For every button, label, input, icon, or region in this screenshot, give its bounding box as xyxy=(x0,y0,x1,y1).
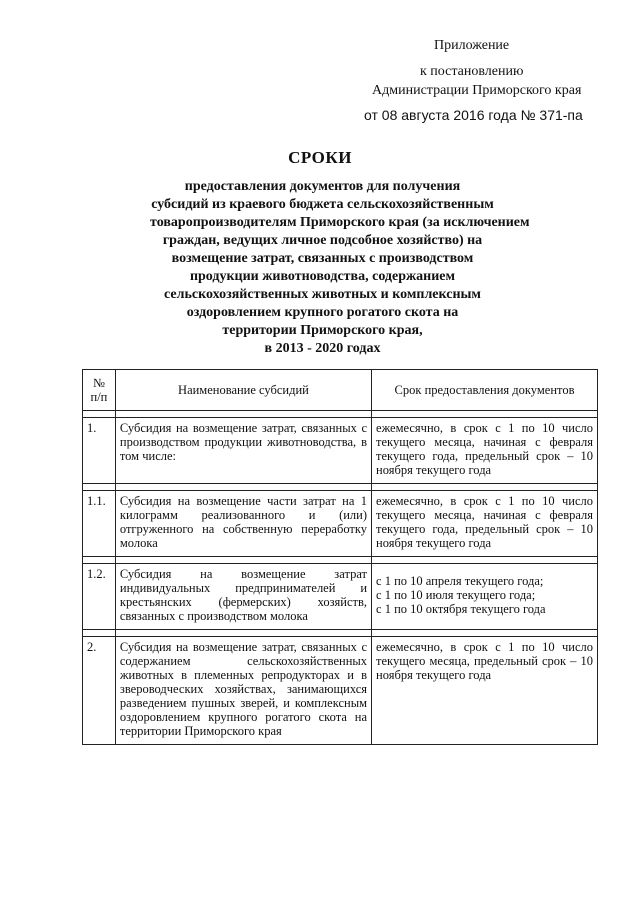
row-name: Субсидия на возмещение затрат, связанных с содержанием сельскохозяйственных животных в племенных репродукторах и в звероводческих хозяйствах, занимающихся разведением пушных зверей, и комплексным оздоровлением крупного рогатого скота на территории Приморского края xyxy=(115,637,371,745)
subtitle-line: предоставления документов для получения xyxy=(184,179,461,194)
header-name: Наименование субсидий xyxy=(115,370,371,411)
header-term: Срок предоставления документов xyxy=(372,370,598,411)
row-term: ежемесячно, в срок с 1 по 10 число текущего месяца, начиная с февраля текущего года, предельный срок – 10 ноября текущего года xyxy=(372,418,598,484)
table-row xyxy=(83,418,598,484)
table-row xyxy=(83,564,598,630)
table-row xyxy=(83,491,598,557)
row-spacer xyxy=(83,557,598,564)
row-num: 1.2. xyxy=(83,564,116,630)
subtitle-line: граждан, ведущих личное подсобное хозяйство) на xyxy=(162,233,483,248)
row-num: 1. xyxy=(83,418,116,484)
row-spacer xyxy=(83,411,598,418)
term-line: с 1 по 10 октября текущего года xyxy=(376,602,546,616)
subsidies-table xyxy=(82,369,598,745)
row-name: Субсидия на возмещение затрат, связанных с производством продукции животноводства, в том числе: xyxy=(115,418,371,484)
row-spacer xyxy=(83,630,598,637)
row-spacer xyxy=(83,484,598,491)
row-name: Субсидия на возмещение части затрат на 1 килограмм реализованного и (или) отгруженного на собственную переработку молока xyxy=(115,491,371,557)
table-row xyxy=(83,637,598,745)
header-to-resolution: к постановлению xyxy=(420,64,524,79)
header-administration: Администрации Приморского края xyxy=(372,83,582,98)
subtitle-line: оздоровлением крупного рогатого скота на xyxy=(186,305,459,320)
term-line: с 1 по 10 апреля текущего года; xyxy=(376,574,544,588)
subtitle-line: в 2013 - 2020 годах xyxy=(264,341,381,356)
subtitle-line: субсидий из краевого бюджета сельскохозяйственным xyxy=(151,197,494,212)
row-name: Субсидия на возмещение затрат индивидуальных предпринимателей и крестьянских (фермерских) хозяйств, связанных с производством молока xyxy=(115,564,371,630)
subtitle-line: территории Приморского края, xyxy=(222,323,423,338)
row-num: 1.1. xyxy=(83,491,116,557)
row-term: ежемесячно, в срок с 1 по 10 число текущего месяца, предельный срок – 10 ноября текущего года xyxy=(372,637,598,745)
document-subtitle xyxy=(150,178,530,358)
table-header-row xyxy=(83,370,598,411)
header-date-number: от 08 августа 2016 года № 371-па xyxy=(364,107,583,123)
document-title: СРОКИ xyxy=(288,148,352,167)
row-num: 2. xyxy=(83,637,116,745)
row-term xyxy=(372,564,598,630)
header-num: № п/п xyxy=(83,370,116,411)
row-term: ежемесячно, в срок с 1 по 10 число текущего месяца, начиная с февраля текущего года, предельный срок – 10 ноября текущего года xyxy=(372,491,598,557)
subtitle-line: возмещение затрат, связанных с производством xyxy=(171,251,474,266)
subtitle-line: сельскохозяйственных животных и комплексным xyxy=(164,287,481,302)
subtitle-line: товаропроизводителям Приморского края (за исключением xyxy=(150,215,530,230)
header-appendix: Приложение xyxy=(434,38,510,53)
subtitle-line: продукции животноводства, содержанием xyxy=(189,269,456,284)
term-line: с 1 по 10 июля текущего года; xyxy=(376,588,536,602)
